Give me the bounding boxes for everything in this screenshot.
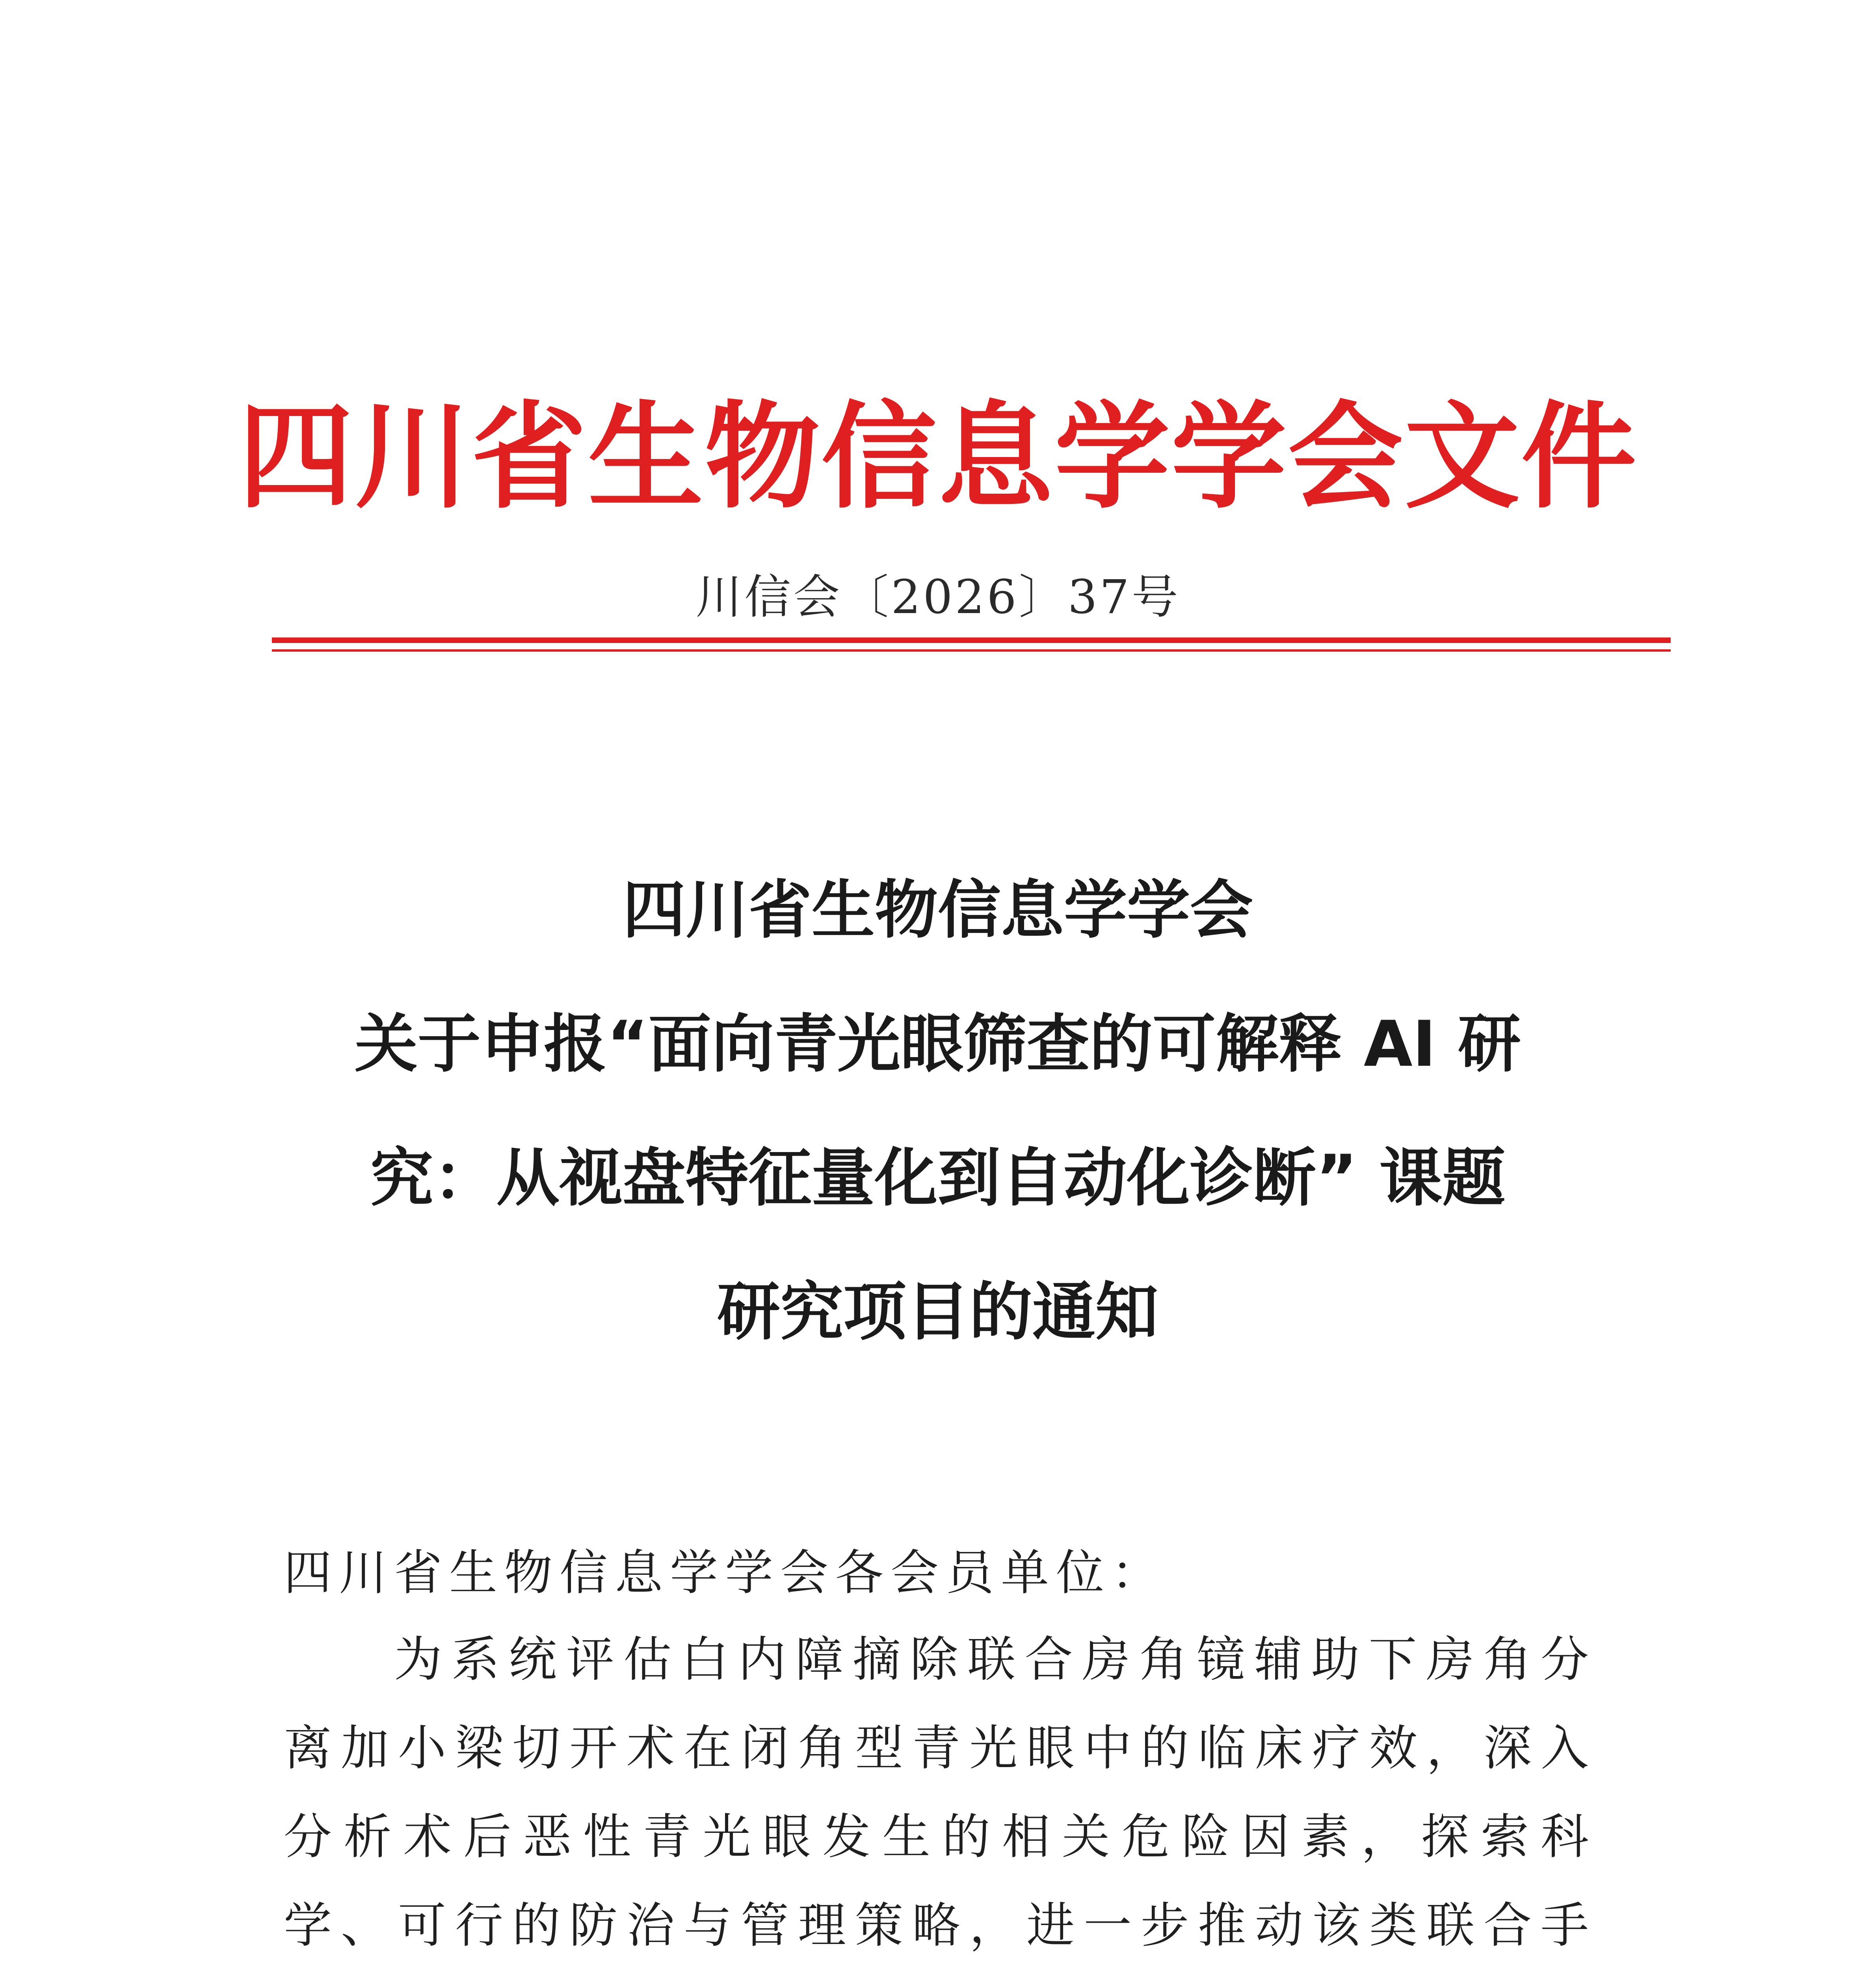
- document-number: 川信会〔2026〕37号: [695, 570, 1181, 624]
- title-line-1: 四川省生物信息学学会: [622, 873, 1253, 947]
- salutation: 四川省生物信息学学会各会员单位：: [284, 1545, 1166, 1601]
- red-divider-thick: [272, 637, 1671, 643]
- title-line-4: 研究项目的通知: [717, 1275, 1158, 1349]
- body-paragraph: [284, 1615, 1596, 1970]
- red-divider-thin: [272, 649, 1671, 652]
- notice-title: [307, 843, 1568, 1379]
- paragraph-intro: 为系统评估白内障摘除联合房角镜辅助下房角分离加小梁切开术在闭角型青光眼中的临床疗效，深入分析术后恶性青光眼发生的相关危险因素，探索科学、可行的防治与管理策略，进一步推动该类联合手: [284, 1632, 1596, 1953]
- masthead-title: 四川省生物信息学学会文件: [238, 390, 1638, 524]
- title-line-3: 究：从视盘特征量化到自动化诊断” 课题: [370, 1141, 1506, 1215]
- title-line-2: 关于申报“面向青光眼筛查的可解释 AI 研: [355, 1007, 1521, 1081]
